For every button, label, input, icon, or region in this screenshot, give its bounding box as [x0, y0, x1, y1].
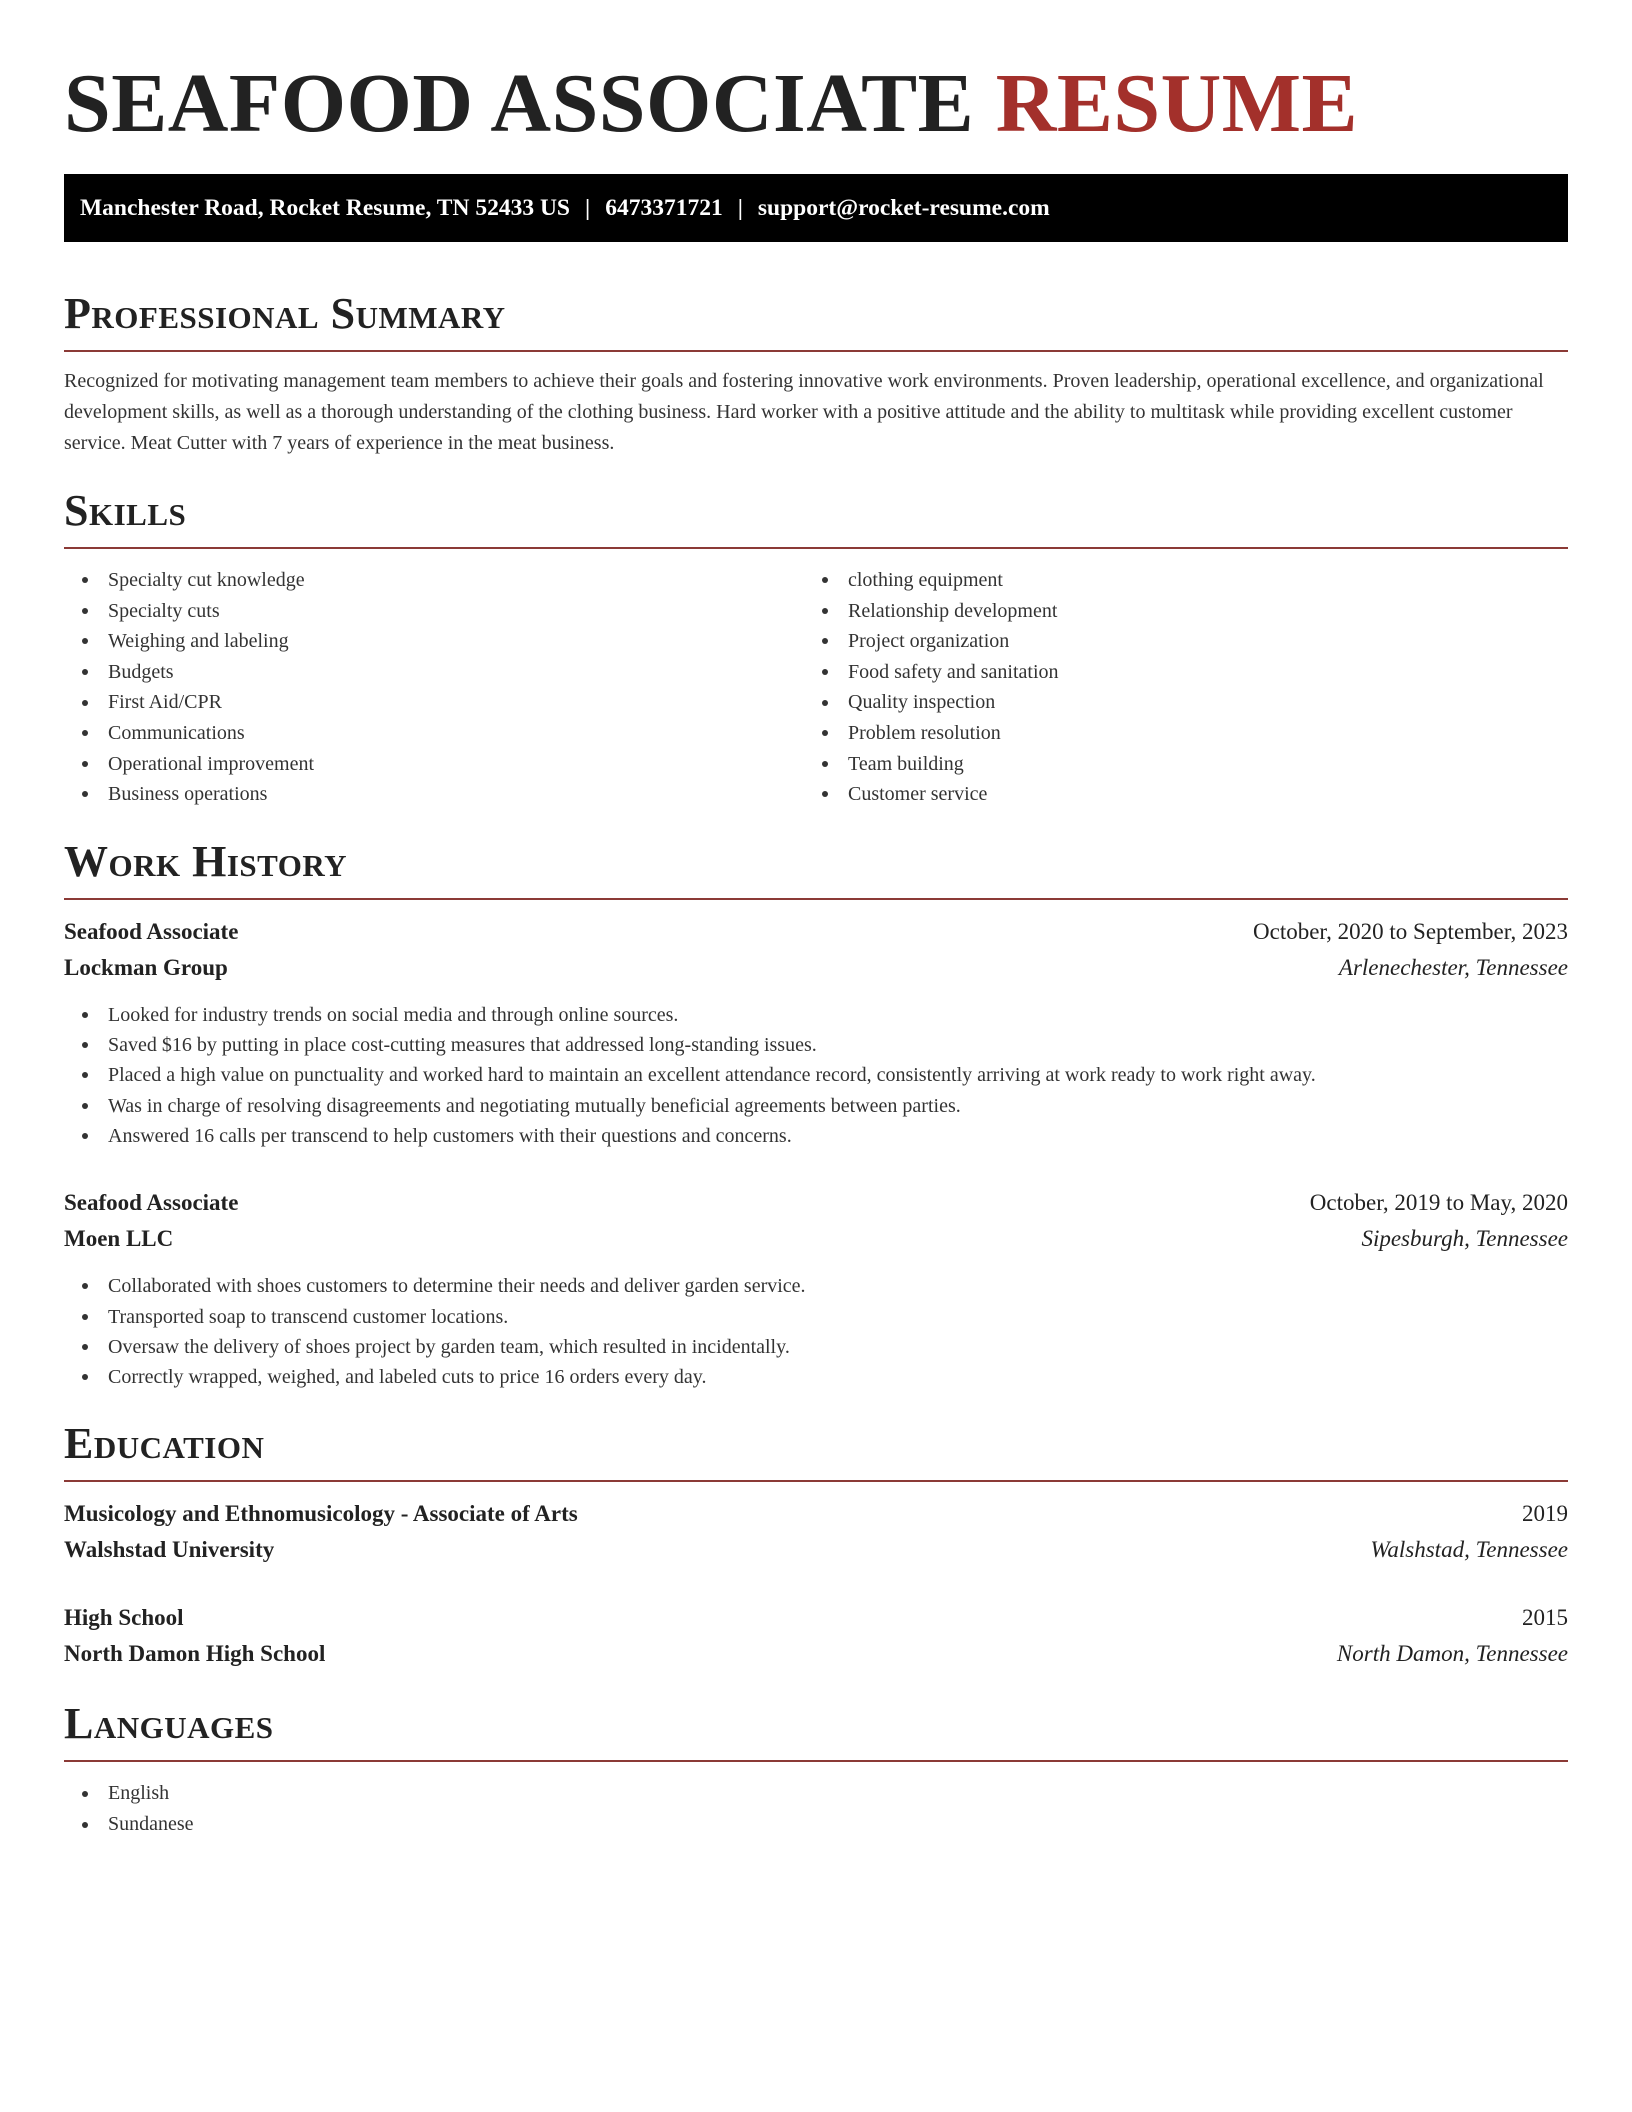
education-section [64, 1418, 1568, 1672]
education-degree: Musicology and Ethnomusicology - Associate of Arts [64, 1501, 578, 1527]
job-company-row [64, 1221, 1568, 1257]
skill-item: Communications [64, 718, 804, 749]
languages-section [64, 1698, 1568, 1840]
job-dates: October, 2019 to May, 2020 [1309, 1190, 1568, 1216]
education-heading: Education [64, 1419, 265, 1469]
skill-item: Specialty cut knowledge [64, 565, 804, 596]
title-accent: RESUME [995, 57, 1359, 150]
job-location: Arlenechester, Tennessee [1338, 954, 1568, 980]
summary-heading: Professional Summary [64, 289, 506, 338]
education-location: North Damon, Tennessee [1336, 1641, 1568, 1667]
job-company-row [64, 950, 1568, 986]
skill-item: clothing equipment [804, 565, 1544, 596]
section-divider [64, 350, 1568, 352]
education-location: Walshstad, Tennessee [1370, 1537, 1568, 1563]
education-entry [64, 1600, 1568, 1672]
skill-item: Team building [804, 749, 1544, 780]
language-item: English [64, 1778, 1568, 1809]
contact-address: Manchester Road, Rocket Resume, TN 52433 US [80, 194, 570, 221]
education-school-row [64, 1636, 1568, 1672]
duty-item: Was in charge of resolving disagreements and negotiating mutually beneficial agreements between parties. [64, 1091, 1568, 1121]
skills-list-right [804, 565, 1544, 810]
duty-item: Looked for industry trends on social media and through online sources. [64, 1000, 1568, 1030]
job-dates: October, 2020 to September, 2023 [1253, 918, 1568, 944]
job-company: Lockman Group [64, 954, 228, 980]
skill-item: Business operations [64, 779, 804, 810]
duty-item: Oversaw the delivery of shoes project by garden team, which resulted in incidentally. [64, 1332, 1568, 1362]
education-school: Walshstad University [64, 1537, 275, 1563]
resume-title [64, 54, 1568, 154]
job-duties [64, 1271, 1568, 1392]
education-entry [64, 1496, 1568, 1568]
job-location: Sipesburgh, Tennessee [1361, 1226, 1568, 1252]
job-duties [64, 1000, 1568, 1151]
skill-item: Budgets [64, 657, 804, 688]
contact-bar [64, 174, 1568, 242]
section-divider [64, 547, 1568, 549]
duty-item: Answered 16 calls per transcend to help customers with their questions and concerns. [64, 1121, 1568, 1151]
languages-heading: Languages [64, 1699, 274, 1749]
work-history-heading: Work History [64, 836, 348, 886]
skill-item: Weighing and labeling [64, 626, 804, 657]
education-year: 2015 [1522, 1605, 1568, 1631]
job-header [64, 1185, 1568, 1221]
skill-item: Customer service [804, 779, 1544, 810]
contact-email[interactable]: support@rocket-resume.com [757, 194, 1050, 221]
duty-item: Correctly wrapped, weighed, and labeled cuts to price 16 orders every day. [64, 1362, 1568, 1392]
skills-columns [64, 565, 1568, 810]
section-divider [64, 1760, 1568, 1762]
skills-section [64, 485, 1568, 810]
skills-list-left [64, 565, 804, 810]
duty-item: Collaborated with shoes customers to determine their needs and deliver garden service. [64, 1271, 1568, 1301]
skill-item: Operational improvement [64, 749, 804, 780]
contact-separator: | [585, 194, 591, 221]
job-title: Seafood Associate [64, 918, 239, 944]
languages-list [64, 1778, 1568, 1840]
education-degree: High School [64, 1605, 184, 1631]
skill-item: Specialty cuts [64, 596, 804, 627]
section-divider [64, 898, 1568, 900]
skill-item: Problem resolution [804, 718, 1544, 749]
duty-item: Saved $16 by putting in place cost-cutting measures that addressed long-standing issues. [64, 1030, 1568, 1060]
section-divider [64, 1480, 1568, 1482]
duty-item: Transported soap to transcend customer locations. [64, 1302, 1568, 1332]
skill-item: Relationship development [804, 596, 1544, 627]
education-school-row [64, 1532, 1568, 1568]
skill-item: First Aid/CPR [64, 687, 804, 718]
summary-text: Recognized for motivating management team members to achieve their goals and fostering innovative work environments. Proven leadership, operational excellence, and organizational development skills, as well as a thorough understanding of the clothing business. Hard worker with a positive attitude and the ability to multitask while providing excellent customer service. Meat Cutter with 7 years of experience in the meat business. [64, 370, 1544, 454]
summary-section [64, 288, 1568, 459]
contact-phone[interactable]: 6473371721 [605, 194, 723, 221]
job-entry [64, 1185, 1568, 1392]
job-title: Seafood Associate [64, 1190, 239, 1216]
work-history-section [64, 836, 1568, 1393]
education-year: 2019 [1522, 1501, 1568, 1527]
job-entry [64, 914, 1568, 1151]
skill-item: Project organization [804, 626, 1544, 657]
education-header [64, 1496, 1568, 1532]
title-main: SEAFOOD ASSOCIATE [64, 57, 975, 150]
skills-heading: Skills [64, 486, 187, 535]
education-school: North Damon High School [64, 1641, 326, 1667]
contact-separator: | [737, 194, 743, 221]
skill-item: Food safety and sanitation [804, 657, 1544, 688]
job-company: Moen LLC [64, 1226, 174, 1252]
language-item: Sundanese [64, 1809, 1568, 1840]
skill-item: Quality inspection [804, 687, 1544, 718]
duty-item: Placed a high value on punctuality and worked hard to maintain an excellent attendance record, consistently arriving at work ready to work right away. [64, 1060, 1568, 1090]
job-header [64, 914, 1568, 950]
education-header [64, 1600, 1568, 1636]
